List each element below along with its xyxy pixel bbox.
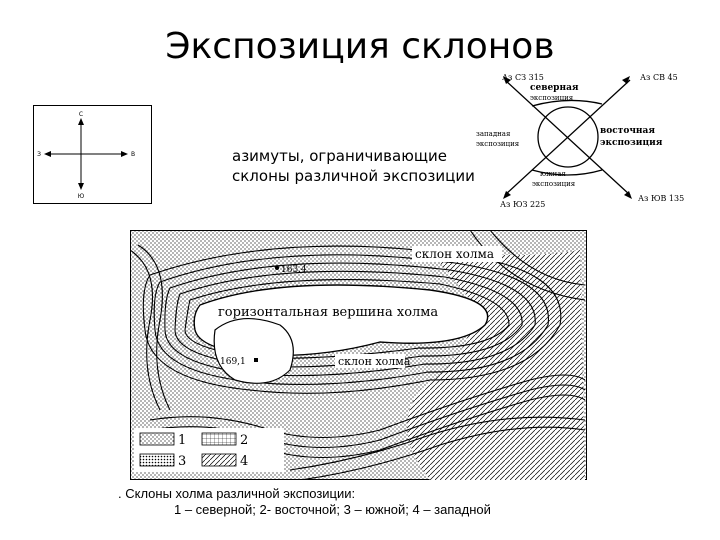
rose-east-exp-1: восточная [600, 126, 655, 136]
azimuth-caption-line2: склоны различной экспозиции [232, 167, 475, 185]
rose-az-sw: Аз ЮЗ 225 [500, 200, 546, 209]
compass-cross-icon [34, 106, 151, 203]
rose-north-exp-1: северная [530, 83, 579, 93]
rose-az-ne: Аз СВ 45 [640, 73, 678, 82]
azimuth-caption-line1: азимуты, ограничивающие [232, 147, 447, 165]
azimuth-rose-diagram [470, 70, 700, 210]
height-point-icon [254, 358, 258, 362]
rose-south-exp-2: экспозиция [532, 180, 576, 188]
compass-south-label: Ю [77, 193, 85, 200]
map-summit-contour [214, 319, 293, 384]
rose-south-exp-1: южная [540, 170, 566, 178]
legend-swatch-4 [202, 454, 236, 466]
map-caption [118, 486, 588, 518]
rose-west-exp-1: западная [476, 130, 511, 138]
rose-east-exp-2: экспозиция [600, 138, 663, 148]
map-label-hilltop: горизонтальная вершина холма [218, 305, 439, 320]
map-label-north-slope: склон холма [415, 247, 494, 261]
map-legend [134, 428, 284, 472]
legend-swatch-2 [202, 433, 236, 445]
contour-map [130, 230, 587, 480]
map-caption-line2: 1 – северной; 2- восточной; 3 – южной; 4 – западной [174, 502, 491, 517]
compass-west-label: З [37, 151, 41, 158]
map-label-south-slope: склон холма [338, 355, 411, 368]
rose-az-nw: Аз СЗ 315 [502, 73, 544, 82]
arrow-se-icon [624, 191, 632, 199]
map-height-2: 169,1 [220, 357, 246, 367]
legend-label-3: 3 [178, 454, 187, 469]
compass-north-label: С [78, 111, 84, 118]
rose-west-exp-2: экспозиция [476, 140, 520, 148]
arrow-ne-icon [622, 76, 630, 84]
azimuth-caption [232, 146, 482, 186]
legend-swatch-1 [140, 433, 174, 445]
height-point-icon [275, 266, 279, 270]
legend-label-1: 1 [178, 433, 187, 448]
rose-north-exp-2: экспозиция [530, 94, 574, 102]
map-height-1: 163,4 [281, 265, 307, 275]
rose-az-se: Аз ЮВ 135 [638, 194, 685, 203]
compass-box [33, 105, 152, 204]
legend-label-2: 2 [240, 433, 249, 448]
legend-swatch-3 [140, 454, 174, 466]
legend-label-4: 4 [240, 454, 249, 469]
compass-east-label: В [130, 151, 136, 158]
page-title: Экспозиция склонов [165, 26, 555, 67]
arrow-sw-icon [503, 191, 511, 199]
map-caption-line1: . Склоны холма различной экспозиции: [118, 486, 356, 501]
